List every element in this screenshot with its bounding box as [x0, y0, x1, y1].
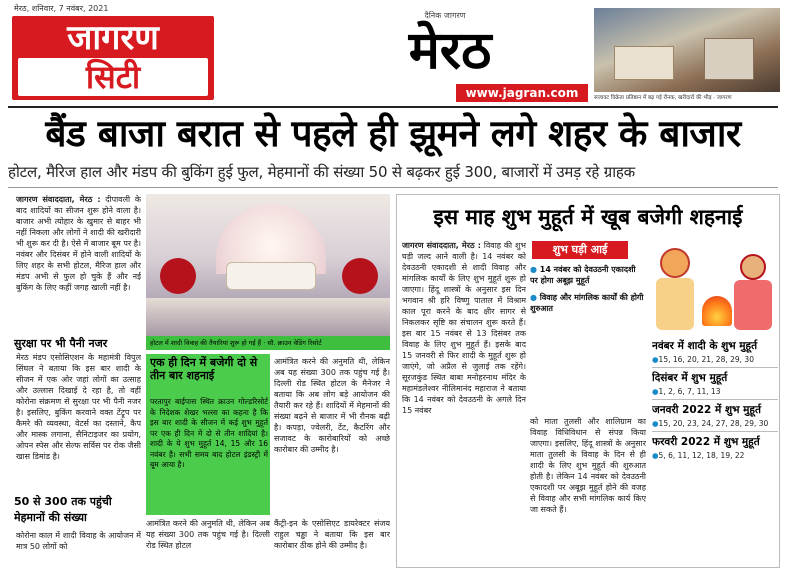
divider	[652, 367, 778, 368]
month-heading: फरवरी 2022 में शुभ मुहूर्त	[652, 436, 760, 448]
bullet-icon: ●	[652, 451, 659, 460]
market-photo	[594, 8, 780, 92]
days-text: 5, 6, 11, 12, 18, 19, 22	[658, 451, 745, 460]
bullet-icon: ●	[652, 387, 659, 396]
month-heading: दिसंबर में शुभ मुहूर्त	[652, 372, 728, 384]
main-headline: बैंड बाजा बरात से पहले ही झूमने लगे शहर के बाजार	[45, 111, 741, 155]
bullet-icon: ●	[652, 355, 659, 364]
middle-paragraph-1: आमंत्रित करने की अनुमति थी, लेकिन अब यह संख्या 300 तक पहुंच गई है। दिल्ली रोड स्थित होटल के मैनेजर ने बताया कि अब लोग बड़े आयोजन की तैयारी कर रहे हैं। शादियों में मेहमानों की संख्या बढ़ने से बाजार में भी रौनक बढ़ी है। कपड़ा, ज्वेलरी, टेंट, कैटरिंग और सजावट के कारोबारियों को अच्छे कारोबार की उम्मीद है।	[274, 357, 390, 454]
mid-rule	[8, 187, 778, 188]
bride-figure	[740, 254, 766, 280]
month-days	[652, 386, 778, 397]
dateline: मेरठ, शनिवार, 7 नवंबर, 2021	[14, 4, 109, 13]
bullet-icon: ●	[530, 265, 540, 274]
left-paragraph-1	[16, 194, 141, 314]
wedding-venue-photo	[146, 194, 390, 336]
left-paragraph-2: मेरठ मंडप एसोसिएशन के महामंत्री विपुल सिंघल ने बताया कि इस बार शादी के सीजन में एक ओर जहां लोगों का उत्साह और उल्लास दिखाई दे रहा है, तो वहीं कोरोना संक्रमण से सुरक्षा पर भी पैनी नजर है। इसलिए, बुकिंग करवाने वक्त टेंट्रूप पर कैमरे की व्यवस्था, वेटर्स का दस्ताने, कैप और मास्क लगाना, सैनिटाइजर का प्रयोग, ओपन स्पेस और सेल्फ सर्विस पर रोक जैसी खास डिमांड है।	[16, 353, 141, 461]
bullet-item	[530, 292, 646, 314]
photo-stall	[704, 38, 754, 80]
left-paragraph-3: कोरोना काल में शादी विवाह के आयोजन में मात्र 50 लोगों को	[16, 531, 141, 551]
days-text: 1, 2, 6, 7, 11, 13	[658, 387, 721, 396]
bullet-text: 14 नवंबर को देवउठनी एकादशी पर होगा अबूझ मुहूर्त	[530, 265, 636, 285]
left-text-1: दीपावली के बाद शादियों का सीजन शुरू होने वाला है। बाजार अभी त्योहार के खुमार से बाहर भी नहीं निकला और लोगों ने शादी की खरीदारी भी शुरू कर दी है। ऐसे में बाजार बूम पर है। नवंबर और दिसंबर में होने वाली शादियों के लिए शहर के सभी होटल, मैरिज हाल और मंडप अभी से फुल हो चुके हैं और नई बुकिंग के लिए कहीं जगह खाली नहीं है।	[16, 195, 141, 292]
bullet-text: विवाह और मांगलिक कार्यों की होगी शुरुआत	[530, 293, 644, 313]
divider	[652, 399, 778, 400]
muhurat-paragraph-1	[402, 240, 526, 566]
market-photo-caption: सजावट विक्रेता प्रतिष्ठान में बढ़ गई रौनक, खरीदारों की भीड़ · जागरण	[594, 95, 732, 101]
muhurat-bullets	[530, 264, 646, 414]
venue-photo-caption: होटल में शादी विवाह की तैयारियां शुरू हो गई हैं · सौ. क्राउन वेडिंग रिसोर्ट	[146, 336, 390, 350]
security-subheading: सुरक्षा पर भी पैनी नजर	[14, 337, 108, 350]
photo-floor	[146, 298, 390, 336]
bullet-icon: ●	[530, 293, 540, 302]
subheadline: होटल, मैरिज हाल और मंडप की बुकिंग हुई फुल, मेहमानों की संख्या 50 से बढ़कर हुई 300, बाजारों में उमड़ रहे ग्राहक	[8, 163, 635, 181]
muhurat-heading: इस माह शुभ मुहूर्त में खूब बजेगी शहनाई	[433, 204, 743, 229]
month-days	[652, 450, 778, 461]
muhurat-text-1: विवाह की शुभ घड़ी जल्द आने वाली है। 14 नवंबर को देवउठनी एकादशी से शादी विवाह और मांगलिक कार्यों के लिए शुभ मुहूर्त शुरू हो जाएगा। हिंदू शास्त्रों के अनुसार इस दिन भगवान श्री हरि विष्णु पाताल में विश्राम काल पूरा करने के बाद क्षीर सागर से निकलकर सृष्टि का संचालन शुरू करते हैं। इस बार 15 नवंबर से 13 दिसंबर तक विवाह के लिए शुभ मुहूर्त हैं। इसके बाद 15 जनवरी से फिर शादी के मुहूर्त शुरू हो जाएंगे, जो अप्रैल से जुलाई तक रहेंगे। सूरजकुंड स्थित बाबा मनोहरनाथ मंदिर के महामंडलेश्वर नीलिमानंद महाराज ने बताया कि 14 नवंबर को देवउठनी के अगले दिन 15 नवंबर	[402, 241, 526, 415]
highlight-heading: एक ही दिन में बजेगी दो से तीन बार शहनाई	[150, 356, 258, 382]
muhurat-byline: जागरण संवाददाता, मेरठ :	[402, 241, 481, 250]
logo-line-2: सिटी	[18, 58, 208, 96]
wedding-illustration	[652, 240, 776, 336]
guests-subheading: 50 से 300 तक पहुंची मेहमानों की संख्या	[14, 495, 112, 524]
days-text: 15, 20, 23, 24, 27, 28, 29, 30	[658, 419, 769, 428]
groom-figure	[660, 248, 690, 278]
month-days	[652, 354, 778, 365]
dainik-jagran-label: दैनिक जागरण	[424, 11, 466, 20]
middle-paragraph-3: कैंट्री-इन के एसोसिएट डायरेक्टर संजय राहुल चड्ढा ने बताया कि इस बार कारोबार ठीक होने की उम्मीद है।	[274, 519, 390, 550]
groom-figure	[656, 278, 694, 330]
muhurat-paragraph-2: को माता तुलसी और शालिग्राम का विवाह विधिविधान से संपन्न किया जाएगा। इसलिए, हिंदू शास्त्रों के अनुसार माता तुलसी के विवाह के दिन से ही शादी के लिए शुभ मुहूर्त की शुरुआत होती है। लेकिन 14 नवंबर को देवउठनी एकादशी पर अबूझ मुहूर्त होने की वजह से विवाह और सभी मांगलिक कार्य किए जा सकते हैं।	[530, 417, 646, 514]
divider	[652, 431, 778, 432]
days-text: 15, 16, 20, 21, 28, 29, 30	[658, 355, 754, 364]
byline: जागरण संवाददाता, मेरठ :	[16, 195, 101, 204]
shubh-ghadi-tag: शुभ घड़ी आई	[532, 241, 628, 259]
middle-paragraph-2: आमंत्रित करने की अनुमति थी, लेकिन अब यह संख्या 300 तक पहुंच गई है। दिल्ली रोड स्थित होटल	[146, 519, 270, 550]
city-title: मेरठ	[408, 20, 492, 81]
bullet-item	[530, 264, 646, 286]
photo-sofa	[226, 262, 316, 290]
website-link[interactable]: www.jagran.com	[456, 84, 588, 102]
photo-flowers	[342, 258, 378, 294]
highlight-text: परतापुर बाईपास स्थित क्राउन गोल्डरिसोर्ट के निदेशक शेखर भल्ला का कहना है कि इस बार शादी के सीजन में कई शुभ मुहूर्त पर एक ही दिन में दो से तीन शादियां है। शादी के ये शुभ मुहूर्त 14, 15 और 16 नवंबर है। सभी समय बाद होटल इंडस्ट्री में बूम आया है।	[150, 397, 268, 469]
jagran-city-logo	[12, 16, 214, 100]
sacred-fire	[702, 296, 732, 326]
month-heading: नवंबर में शादी के शुभ मुहूर्त	[652, 340, 758, 352]
muhurat-dates-list	[652, 336, 778, 566]
month-heading: जनवरी 2022 में शुभ मुहूर्त	[652, 404, 761, 416]
logo-line-1: जागरण	[67, 18, 159, 58]
month-days	[652, 418, 778, 429]
bride-figure	[734, 280, 772, 330]
photo-stall	[614, 46, 674, 80]
bullet-icon: ●	[652, 419, 659, 428]
photo-flowers	[160, 258, 196, 294]
